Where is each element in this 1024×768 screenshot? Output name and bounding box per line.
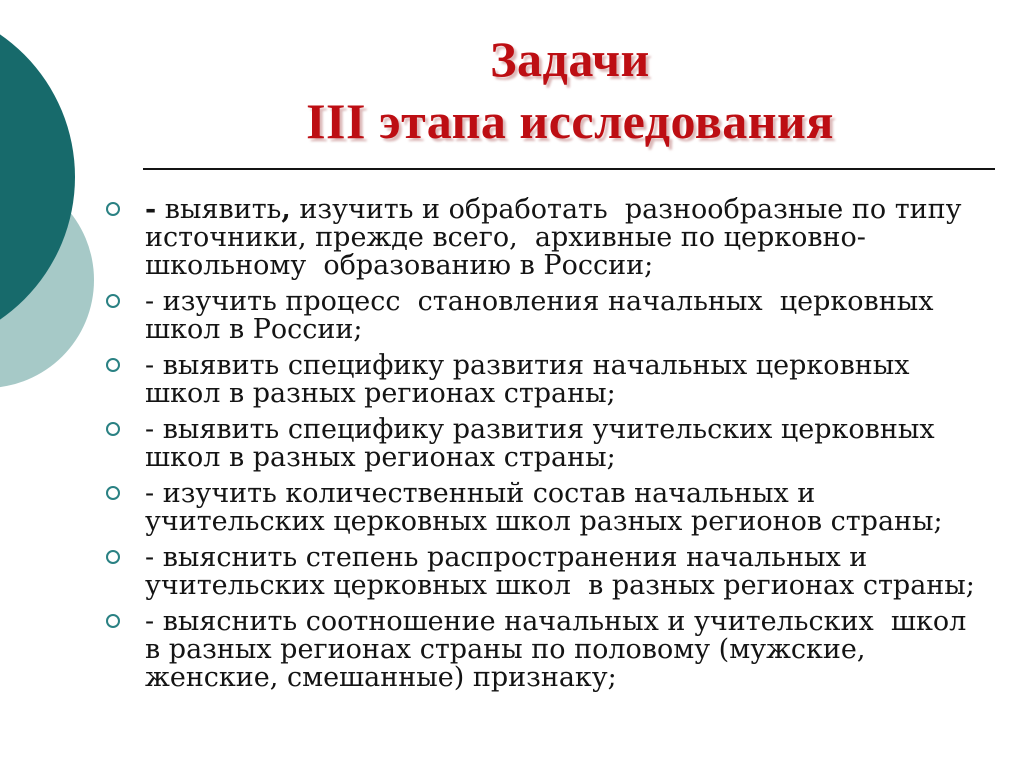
bullet-circle-icon [106,486,120,500]
list-item [104,352,1010,408]
list-item-text: - изучить процесс становления начальных церковных школ в России; [145,286,934,345]
bullet-circle-icon [106,294,120,308]
list-item-text: - изучить количественный состав начальных и учительских церковных школ разных регионов страны; [145,478,943,537]
slide-title-line-2: III этапа исследования [306,93,834,149]
list-item-text: - выяснить степень распространения начальных и учительских церковных школ в разных регионах страны; [145,542,975,601]
list-item [104,196,1010,280]
bullet-circle-icon [106,614,120,628]
list-item [104,288,1010,344]
list-item [104,544,1010,600]
task-list [104,196,1010,700]
slide-title-line-1: Задачи [490,31,650,87]
bullet-circle-icon [106,202,120,216]
bullet-circle-icon [106,422,120,436]
list-item-text: - выяснить соотношение начальных и учительских школ в разных регионах страны по половому (мужские, женские, смешанные) признаку; [145,606,967,693]
list-item-text: - выявить специфику развития учительских церковных школ в разных регионах страны; [145,414,935,473]
bullet-circle-icon [106,550,120,564]
title-divider-line [143,168,995,170]
list-item [104,608,1010,692]
bullet-circle-icon [106,358,120,372]
list-item [104,416,1010,472]
slide-title [130,28,1010,152]
list-item [104,480,1010,536]
list-item-text: - выявить специфику развития начальных церковных школ в разных регионах страны; [145,350,910,409]
list-item-text: - выявить, изучить и обработать разнообразные по типу источники, прежде всего, архивные по церковно- школьному образованию в России; [145,194,962,281]
